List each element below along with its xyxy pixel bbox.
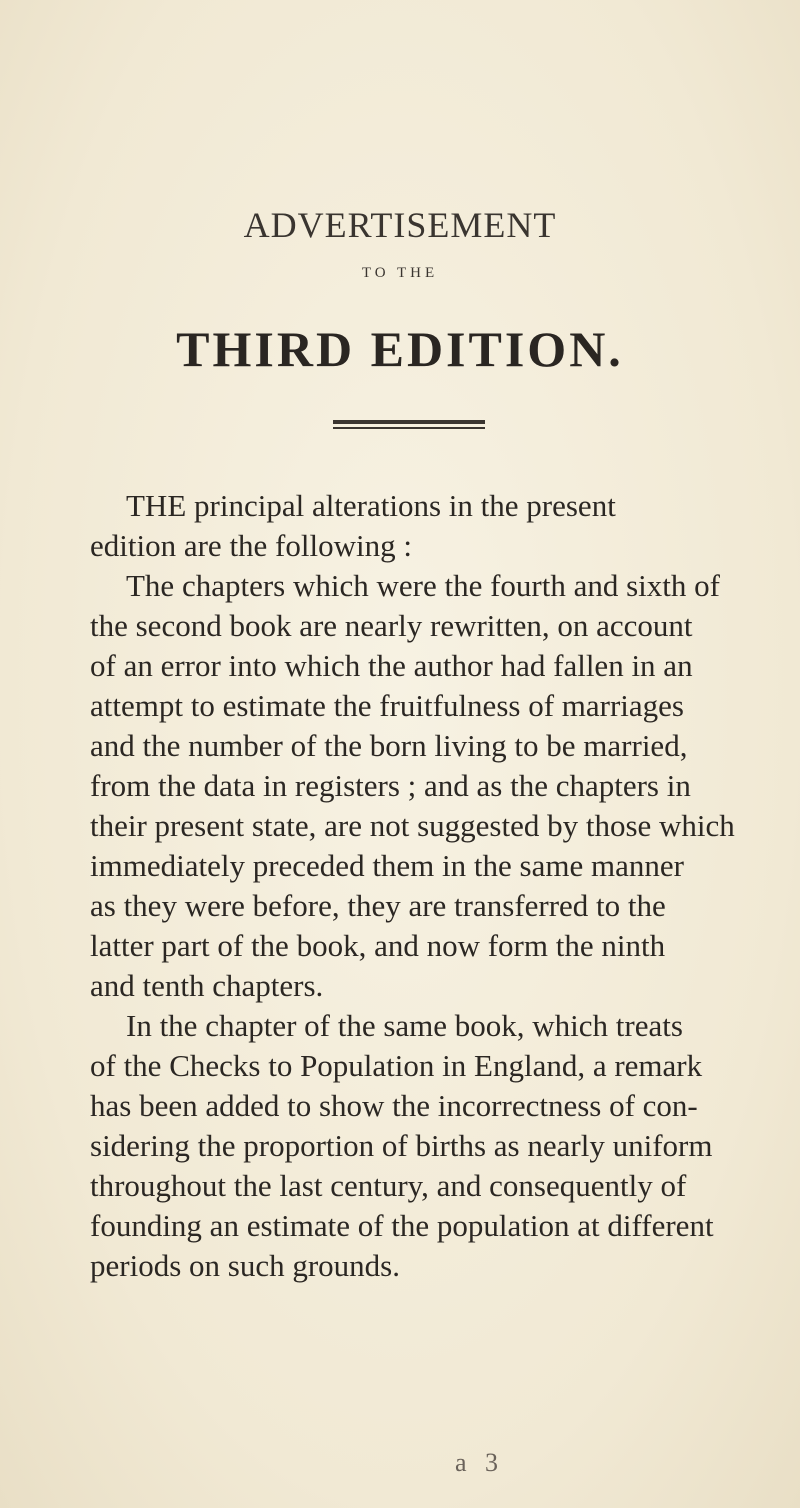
text-line: In the chapter of the same book, which treats	[126, 1008, 683, 1043]
text-line: sidering the proportion of births as nearly uniform	[90, 1128, 713, 1163]
text-line: throughout the last century, and consequently of	[90, 1168, 687, 1203]
text-line: and the number of the born living to be married,	[90, 728, 688, 763]
text-line: from the data in registers ; and as the chapters in	[90, 768, 691, 803]
text-line: of the Checks to Population in England, a remark	[90, 1048, 703, 1083]
decorative-rule-thin	[333, 427, 485, 429]
heading-to-the: TO THE	[361, 265, 439, 281]
text-line: founding an estimate of the population at different	[90, 1208, 714, 1243]
text-line: periods on such grounds.	[90, 1248, 400, 1283]
text-line: as they were before, they are transferred to the	[90, 888, 666, 923]
text-line: their present state, are not suggested by those which	[90, 808, 735, 843]
text-line: THE principal alterations in the present	[126, 488, 616, 523]
text-line: latter part of the book, and now form the ninth	[90, 928, 666, 963]
text-line: The chapters which were the fourth and sixth of	[126, 568, 720, 603]
text-line: of an error into which the author had fallen in an	[90, 648, 693, 683]
text-line: has been added to show the incorrectness of con-	[90, 1088, 698, 1123]
heading-advertisement: ADVERTISEMENT	[243, 205, 557, 245]
text-line: the second book are nearly rewritten, on account	[90, 608, 693, 643]
text-line: and tenth chapters.	[90, 968, 324, 1003]
text-line: attempt to estimate the fruitfulness of marriages	[90, 688, 684, 723]
decorative-rule-thick	[333, 420, 485, 424]
signature-mark: a 3	[455, 1448, 505, 1477]
heading-third-edition: THIRD EDITION.	[176, 321, 624, 377]
text-line: immediately preceded them in the same manner	[90, 848, 684, 883]
text-line: edition are the following :	[90, 528, 412, 563]
